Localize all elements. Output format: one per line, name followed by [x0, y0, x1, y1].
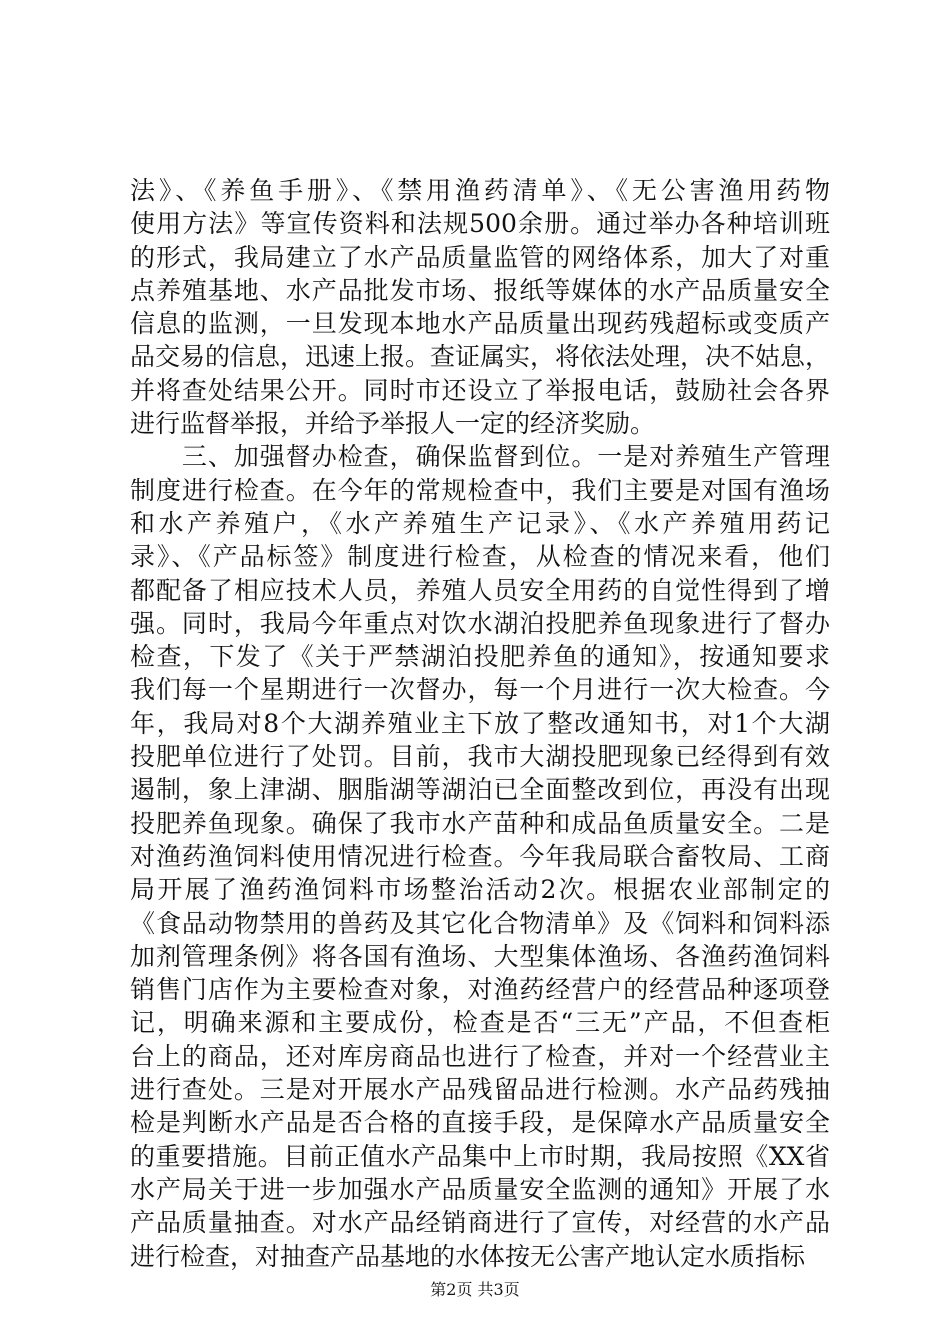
text-line: 投肥养鱼现象。确保了我市水产苗种和成品鱼质量安全。二是 — [130, 808, 830, 838]
text-line: 检查，下发了《关于严禁湖泊投肥养鱼的通知》，按通知要求 — [130, 642, 830, 672]
text-line: 水产局关于进一步加强水产品质量安全监测的通知》开展了水 — [130, 1174, 830, 1204]
text-line: 《食品动物禁用的兽药及其它化合物清单》及《饲料和饲料添 — [130, 908, 830, 938]
paragraph — [130, 440, 830, 1272]
text-line: 进行检查，对抽查产品基地的水体按无公害产地认定水质指标 — [130, 1241, 806, 1271]
text-line: 信息的监测，一旦发现本地水产品质量出现药残超标或变质产 — [130, 309, 830, 339]
text-line: 制度进行检查。在今年的常规检查中，我们主要是对国有渔场 — [130, 475, 830, 505]
text-line: 的重要措施。目前正值水产品集中上市时期，我局按照《XX省 — [130, 1141, 830, 1171]
text-line: 遏制，象上津湖、胭脂湖等湖泊已全面整改到位，再没有出现 — [130, 775, 830, 805]
text-line: 录》、《产品标签》制度进行检查，从检查的情况来看，他们 — [130, 542, 830, 572]
text-line: 年，我局对8个大湖养殖业主下放了整改通知书，对1个大湖 — [130, 708, 830, 738]
text-line: 和水产养殖户，《水产养殖生产记录》、《水产养殖用药记 — [130, 508, 830, 538]
text-line: 法》、《养鱼手册》、《禁用渔药清单》、《无公害渔用药物 — [130, 176, 830, 205]
text-line: 并将查处结果公开。同时市还设立了举报电话，鼓励社会各界 — [130, 375, 830, 405]
text-line: 强。同时，我局今年重点对饮水湖泊投肥养鱼现象进行了督办 — [130, 608, 830, 638]
page-footer: 第2页 共3页 — [430, 1280, 520, 1299]
document-body — [130, 174, 830, 1273]
text-line: 品交易的信息，迅速上报。查证属实，将依法处理，决不姑息， — [130, 342, 831, 372]
paragraph — [130, 174, 830, 440]
text-line: 三、加强督办检查，确保监督到位。一是对养殖生产管理 — [130, 442, 830, 472]
text-line: 局开展了渔药渔饲料市场整治活动2次。根据农业部制定的 — [130, 875, 830, 905]
text-line: 产品质量抽查。对水产品经销商进行了宣传，对经营的水产品 — [130, 1208, 830, 1238]
text-line: 投肥单位进行了处罚。目前，我市大湖投肥现象已经得到有效 — [130, 742, 830, 772]
text-line: 都配备了相应技术人员，养殖人员安全用药的自觉性得到了增 — [130, 575, 830, 605]
text-line: 进行查处。三是对开展水产品残留品进行检测。水产品药残抽 — [130, 1075, 830, 1105]
text-line: 记，明确来源和主要成份，检查是否“三无”产品，不但查柜 — [130, 1008, 830, 1038]
text-line: 加剂管理条例》将各国有渔场、大型集体渔场、各渔药渔饲料 — [130, 941, 830, 971]
text-line: 台上的商品，还对库房商品也进行了检查，并对一个经营业主 — [130, 1041, 830, 1071]
text-line: 我们每一个星期进行一次督办，每一个月进行一次大检查。今 — [130, 675, 830, 705]
text-line: 检是判断水产品是否合格的直接手段，是保障水产品质量安全 — [130, 1108, 830, 1138]
text-line: 的形式，我局建立了水产品质量监管的网络体系，加大了对重 — [130, 242, 830, 272]
text-line: 点养殖基地、水产品批发市场、报纸等媒体的水产品质量安全 — [130, 275, 830, 305]
text-line: 销售门店作为主要检查对象，对渔药经营户的经营品种逐项登 — [130, 975, 830, 1005]
text-line: 进行监督举报，并给予举报人一定的经济奖励。 — [130, 409, 656, 439]
text-line: 使用方法》等宣传资料和法规500余册。通过举办各种培训班 — [130, 209, 830, 239]
text-line: 对渔药渔饲料使用情况进行检查。今年我局联合畜牧局、工商 — [130, 841, 830, 871]
